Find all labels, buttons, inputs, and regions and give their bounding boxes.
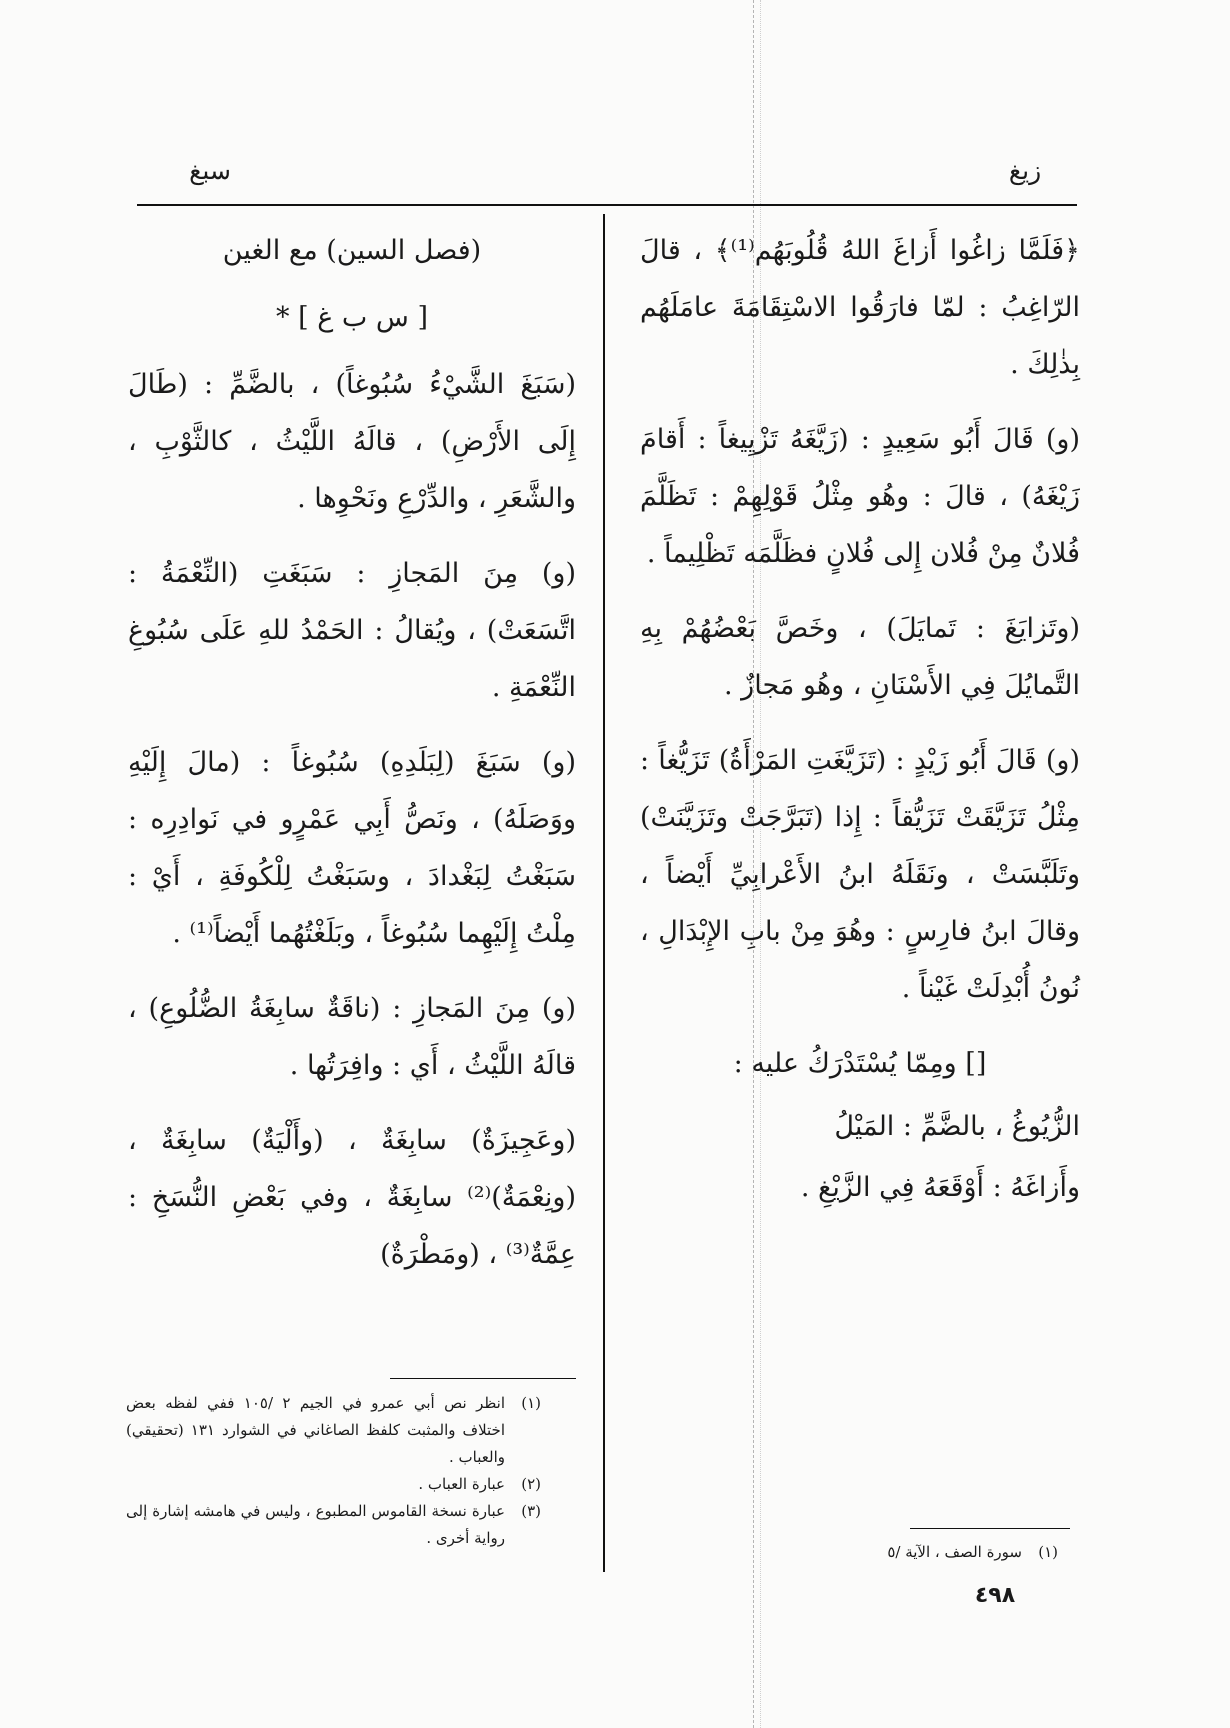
left-column bbox=[128, 222, 576, 1301]
left-paragraph-5: (وعَجِيزَةٌ) سابِغَةٌ ، (وأَلْيَةٌ) سابِغَةٌ ، (ونِعْمَةٌ)⁽²⁾ سابِغَةٌ ، وفي بَعْضِ النُّسَخِ : عِمَّةٌ⁽³⁾ ، (ومَطْرَةٌ) bbox=[128, 1125, 576, 1270]
left-paragraph-1: (سَبَغَ الشَّيْءُ سُبُوغاً) ، بالضَّمِّ : (طَالَ إِلَى الأَرْضِ) ، قالَهُ اللَّيْثُ ، كالثَّوْبِ ، والشَّعَرِ ، والدِّرْعِ ونَحْوِها . bbox=[128, 369, 576, 514]
footnote-number: (١) bbox=[1038, 1543, 1058, 1561]
footnote-item bbox=[126, 1390, 541, 1471]
footnote-item bbox=[126, 1498, 541, 1552]
right-paragraph-2: (و) قَالَ أَبُو سَعِيدٍ : (زَيَّغَهُ تَزْيِيغاً : أَقامَ زَيْغَهُ) ، قالَ : وهُو مِثْلُ قَوْلِهِمْ : تَظَلَّمَ فُلانٌ مِنْ فُلان إِلى فُلانٍ فظَلَّمَه تَظْلِيماً . bbox=[640, 424, 1080, 569]
footnote-number: (٢) bbox=[521, 1475, 541, 1493]
left-paragraph-3: (و) سَبَغَ (لِبَلَدِهِ) سُبُوغاً : (مالَ إِلَيْهِ ووَصَلَهُ) ، ونَصُّ أَبِي عَمْرٍو في نَوادِرِه : سَبَغْتُ لِبَغْدادَ ، وسَبَغْتُ لِلْكُوفَةِ ، أَيْ : مِلْتُ إِلَيْهِما سُبُوغاً ، وبَلَغْتُهُما أَيْضاً⁽¹⁾ . bbox=[128, 747, 576, 949]
footnote-text: سورة الصف ، الآية /٥ bbox=[887, 1543, 1022, 1561]
right-paragraph-1: ﴿فَلَمَّا زاغُوا أَزاغَ اللهُ قُلُوبَهُم⁽¹⁾﴾ ، قالَ الرّاغِبُ : لمّا فارَقُوا الاسْتِقَامَةَ عامَلَهُم بِذٰلِكَ . bbox=[640, 235, 1080, 380]
footnotes-left bbox=[126, 1390, 541, 1552]
footnote-text: عبارة نسخة القاموس المطبوع ، وليس في هامشه إشارة إلى رواية أخرى . bbox=[126, 1502, 505, 1547]
right-column bbox=[640, 222, 1080, 1234]
footnote-rule-right bbox=[910, 1528, 1070, 1529]
footnote-text: عبارة العباب . bbox=[418, 1475, 505, 1493]
right-paragraph-4: (و) قَالَ أَبُو زَيْدٍ : (تَزَيَّغَتِ المَرْأَةُ) تَزَيُّغاً : مِثْلُ تَزَيَّقَتْ تَزَيُّقاً : إِذا (تَبَرَّجَتْ وتَزَيَّنَتْ) وتَلَبَّسَتْ ، ونَقَلَهُ ابنُ الأَعْرابِيِّ أَيْضاً ، وقالَ ابنُ فارِسٍ : وهُوَ مِنْ بابِ الإِبْدَالِ ، نُونُ أُبْدِلَتْ غَيْناً . bbox=[640, 745, 1080, 1004]
left-paragraph-4: (و) مِنَ المَجازِ : (ناقَةٌ سابِغَةُ الضُّلُوعِ) ، قالَهُ اللَّيْثُ ، أَي : وافِرَتُها . bbox=[128, 993, 576, 1081]
closing-line-2: وأَزاغَهُ : أَوْقَعَهُ فِي الزَّيْغِ . bbox=[800, 1172, 1080, 1203]
footnote-rule-left bbox=[390, 1378, 576, 1379]
footnote-number: (١) bbox=[521, 1394, 541, 1412]
footnote-item bbox=[126, 1471, 541, 1498]
closing-line-1: الزُّيُوغُ ، بالضَّمِّ : المَيْلُ bbox=[834, 1111, 1080, 1142]
footnote-number: (٣) bbox=[521, 1502, 541, 1520]
section-title: (فصل السين) مع الغين bbox=[222, 235, 482, 266]
right-paragraph-3: (وتَزايَغَ : تَمايَلَ) ، وخَصَّ بَعْضُهُمْ بِهِ التَّمايُلَ فِي الأَسْنَانِ ، وهُو مَجازٌ . bbox=[640, 613, 1080, 701]
page-number: ٤٩٨ bbox=[974, 1583, 1016, 1608]
header-rule bbox=[137, 204, 1077, 206]
left-paragraph-2: (و) مِنَ المَجازِ : سَبَغَتِ (النِّعْمَةُ : اتَّسَعَتْ) ، ويُقالُ : الحَمْدُ للهِ عَلَى سُبُوغِ النِّعْمَةِ . bbox=[128, 558, 576, 703]
footnote-text: انظر نص أبي عمرو في الجيم ٢ /١٠٥ ففي لفظه بعض اختلاف والمثبت كلفظ الصاغاني في الشوارد ١٣١ (تحقيقي) والعباب . bbox=[126, 1394, 505, 1466]
root-heading: [ س ب غ ] * bbox=[276, 302, 428, 333]
footnotes-right bbox=[740, 1539, 1058, 1566]
running-header-left: سبغ bbox=[189, 156, 231, 185]
footnote-item bbox=[740, 1539, 1058, 1566]
mustadrak-heading: [] ومِمّا يُسْتَدْرَكُ عليه : bbox=[733, 1048, 987, 1079]
running-header-right: زيغ bbox=[1008, 156, 1042, 185]
column-divider bbox=[603, 214, 605, 1572]
